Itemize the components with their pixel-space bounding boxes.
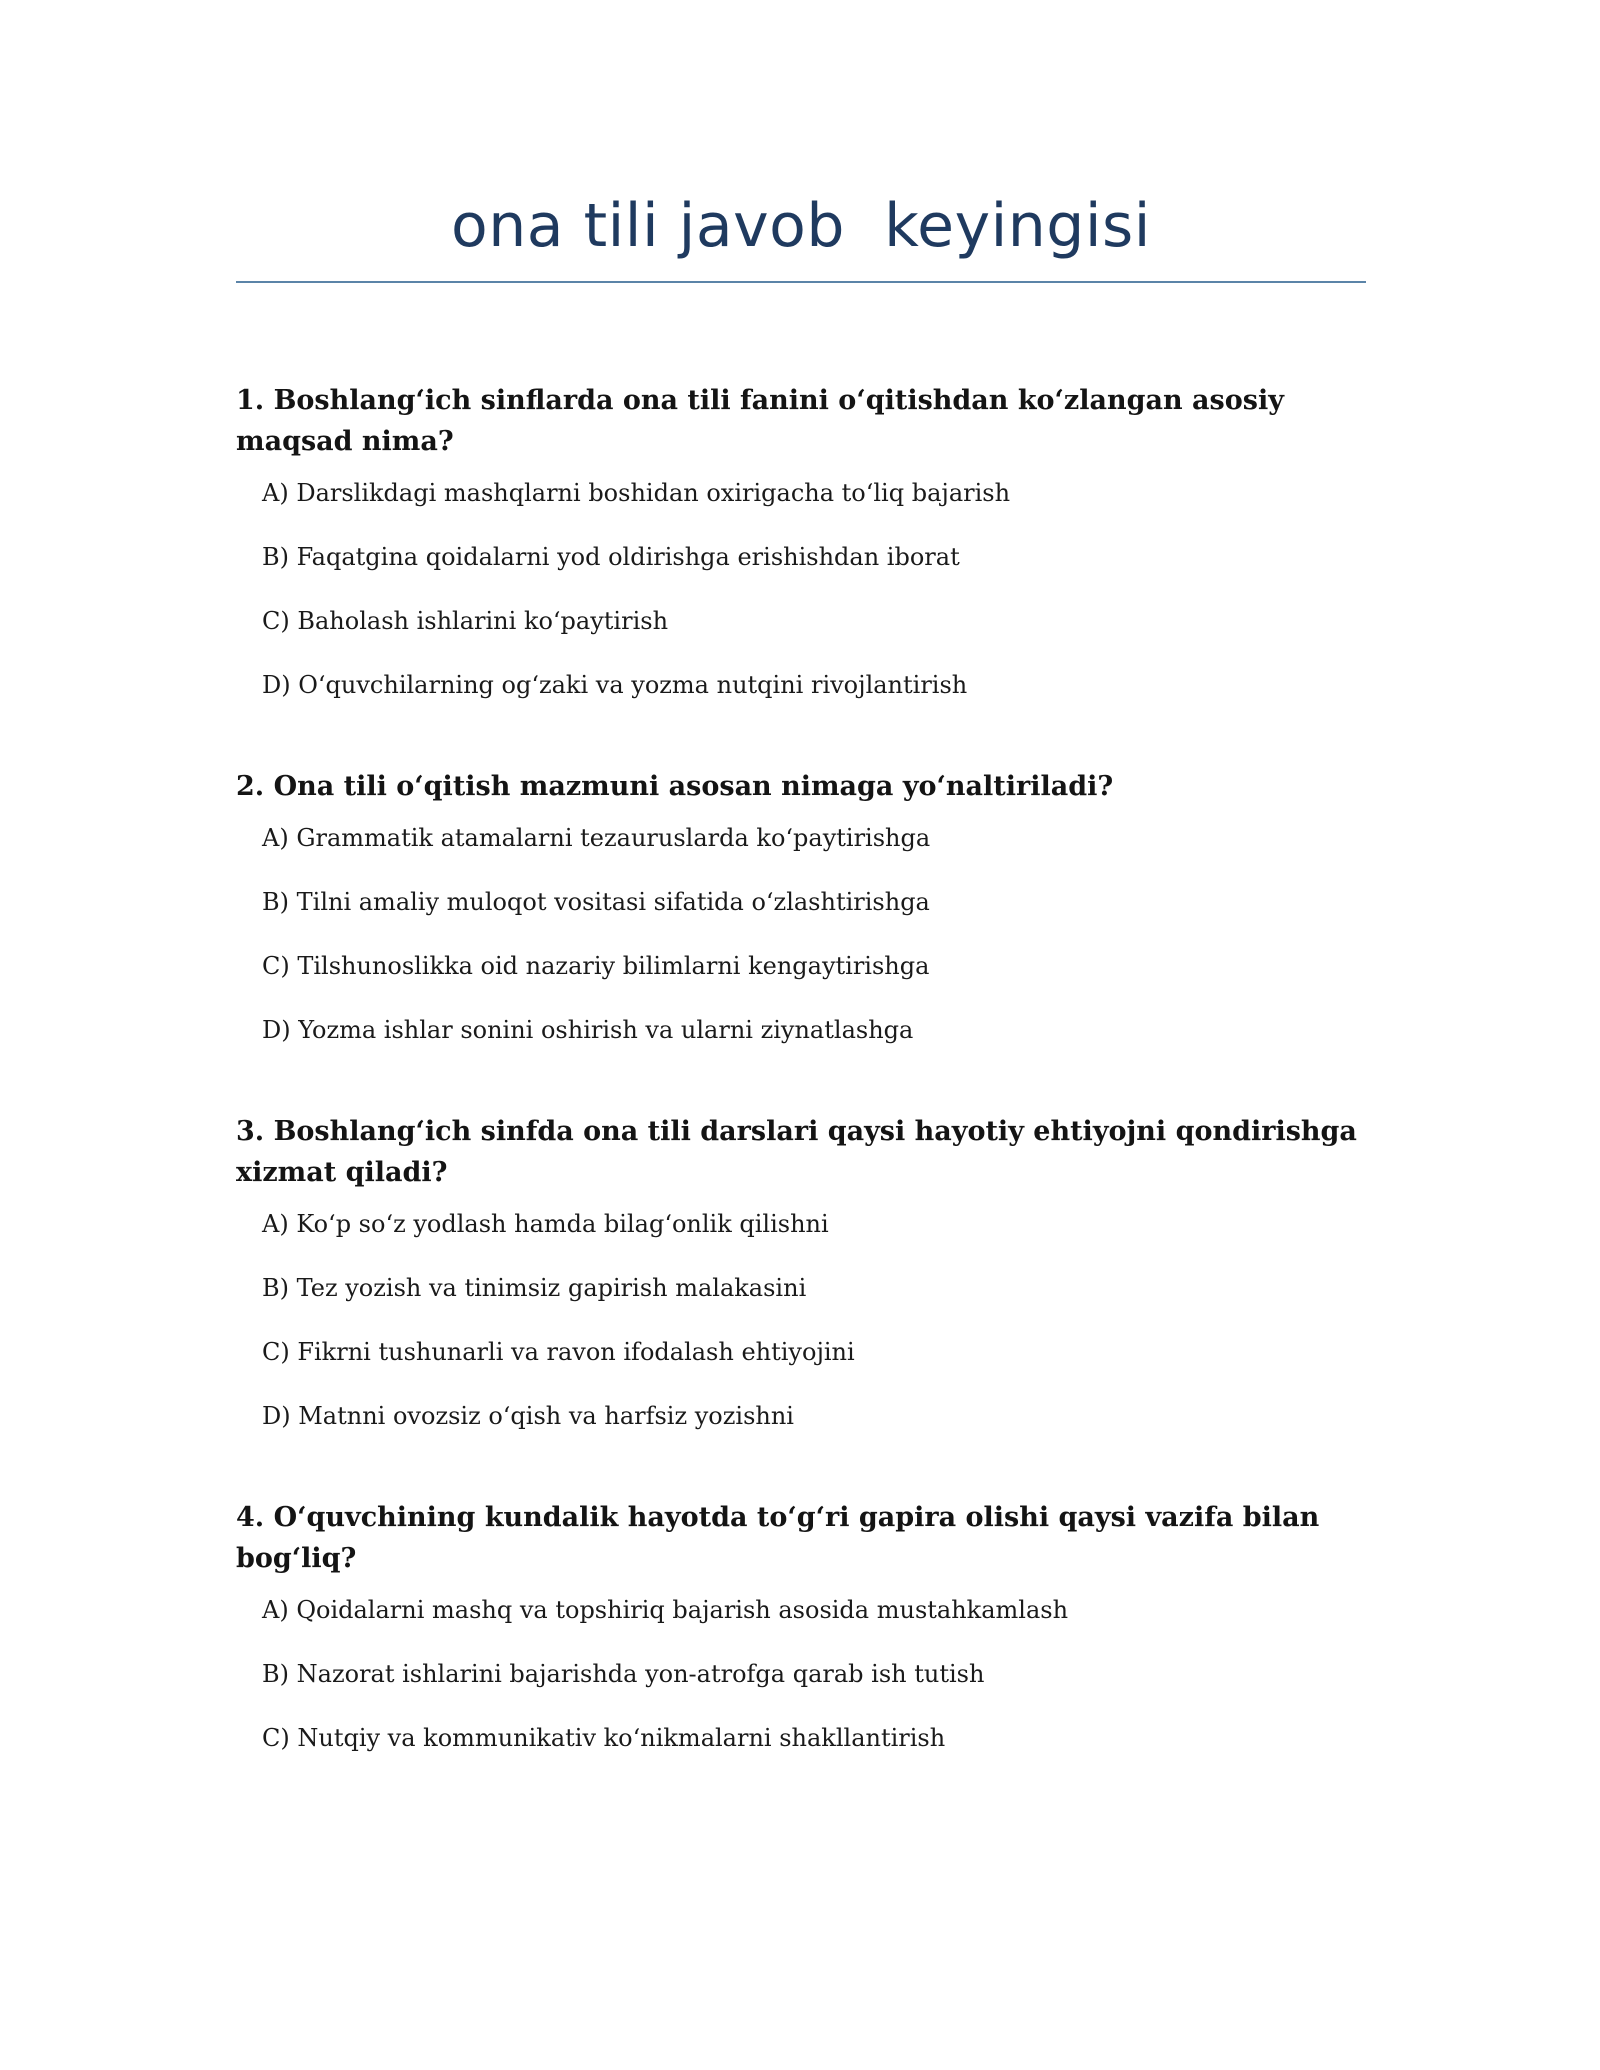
option-c: C) Fikrni tushunarli va ravon ifodalash ehtiyojini bbox=[262, 1338, 855, 1366]
question-4 bbox=[236, 1497, 1366, 1753]
option-b: B) Faqatgina qoidalarni yod oldirishga erishishdan iborat bbox=[262, 543, 960, 571]
option-a: A) Grammatik atamalarni tezauruslarda ko‘paytirishga bbox=[262, 824, 931, 852]
answer-options bbox=[236, 823, 1366, 1045]
question-list bbox=[236, 380, 1366, 1819]
option-c: C) Nutqiy va kommunikativ ko‘nikmalarni shakllantirish bbox=[262, 1724, 946, 1752]
answer-options bbox=[236, 1209, 1366, 1431]
option-b: B) Tez yozish va tinimsiz gapirish malakasini bbox=[262, 1274, 807, 1302]
option-a: A) Ko‘p so‘z yodlash hamda bilag‘onlik qilishni bbox=[262, 1210, 829, 1238]
option-a: A) Darslikdagi mashqlarni boshidan oxirigacha to‘liq bajarish bbox=[262, 479, 1011, 507]
option-c: C) Tilshunoslikka oid nazariy bilimlarni kengaytirishga bbox=[262, 952, 930, 980]
question-1 bbox=[236, 380, 1366, 700]
question-text: 4. O‘quvchining kundalik hayotda to‘g‘ri gapira olishi qaysi vazifa bilan bog‘liq? bbox=[236, 1502, 1320, 1574]
option-d: D) Yozma ishlar sonini oshirish va ularni ziynatlashga bbox=[262, 1016, 914, 1044]
document-title: ona tili javob keyingisi bbox=[451, 191, 1151, 261]
answer-options bbox=[236, 478, 1366, 700]
question-text: 1. Boshlang‘ich sinflarda ona tili fanini o‘qitishdan ko‘zlangan asosiy maqsad nima? bbox=[236, 385, 1284, 457]
option-c: C) Baholash ishlarini ko‘paytirish bbox=[262, 607, 669, 635]
option-b: B) Nazorat ishlarini bajarishda yon-atrofga qarab ish tutish bbox=[262, 1660, 985, 1688]
title-underline bbox=[236, 281, 1366, 283]
question-3 bbox=[236, 1111, 1366, 1431]
answer-options bbox=[236, 1595, 1366, 1753]
option-a: A) Qoidalarni mashq va topshiriq bajarish asosida mustahkamlash bbox=[262, 1596, 1069, 1624]
question-text: 2. Ona tili o‘qitish mazmuni asosan nimaga yo‘naltiriladi? bbox=[236, 771, 1114, 802]
question-text: 3. Boshlang‘ich sinfda ona tili darslari qaysi hayotiy ehtiyojni qondirishga xizmat qiladi? bbox=[236, 1116, 1357, 1188]
option-b: B) Tilni amaliy muloqot vositasi sifatida o‘zlashtirishga bbox=[262, 888, 930, 916]
option-d: D) O‘quvchilarning og‘zaki va yozma nutqini rivojlantirish bbox=[262, 671, 968, 699]
question-2 bbox=[236, 766, 1366, 1045]
option-d: D) Matnni ovozsiz o‘qish va harfsiz yozishni bbox=[262, 1402, 794, 1430]
